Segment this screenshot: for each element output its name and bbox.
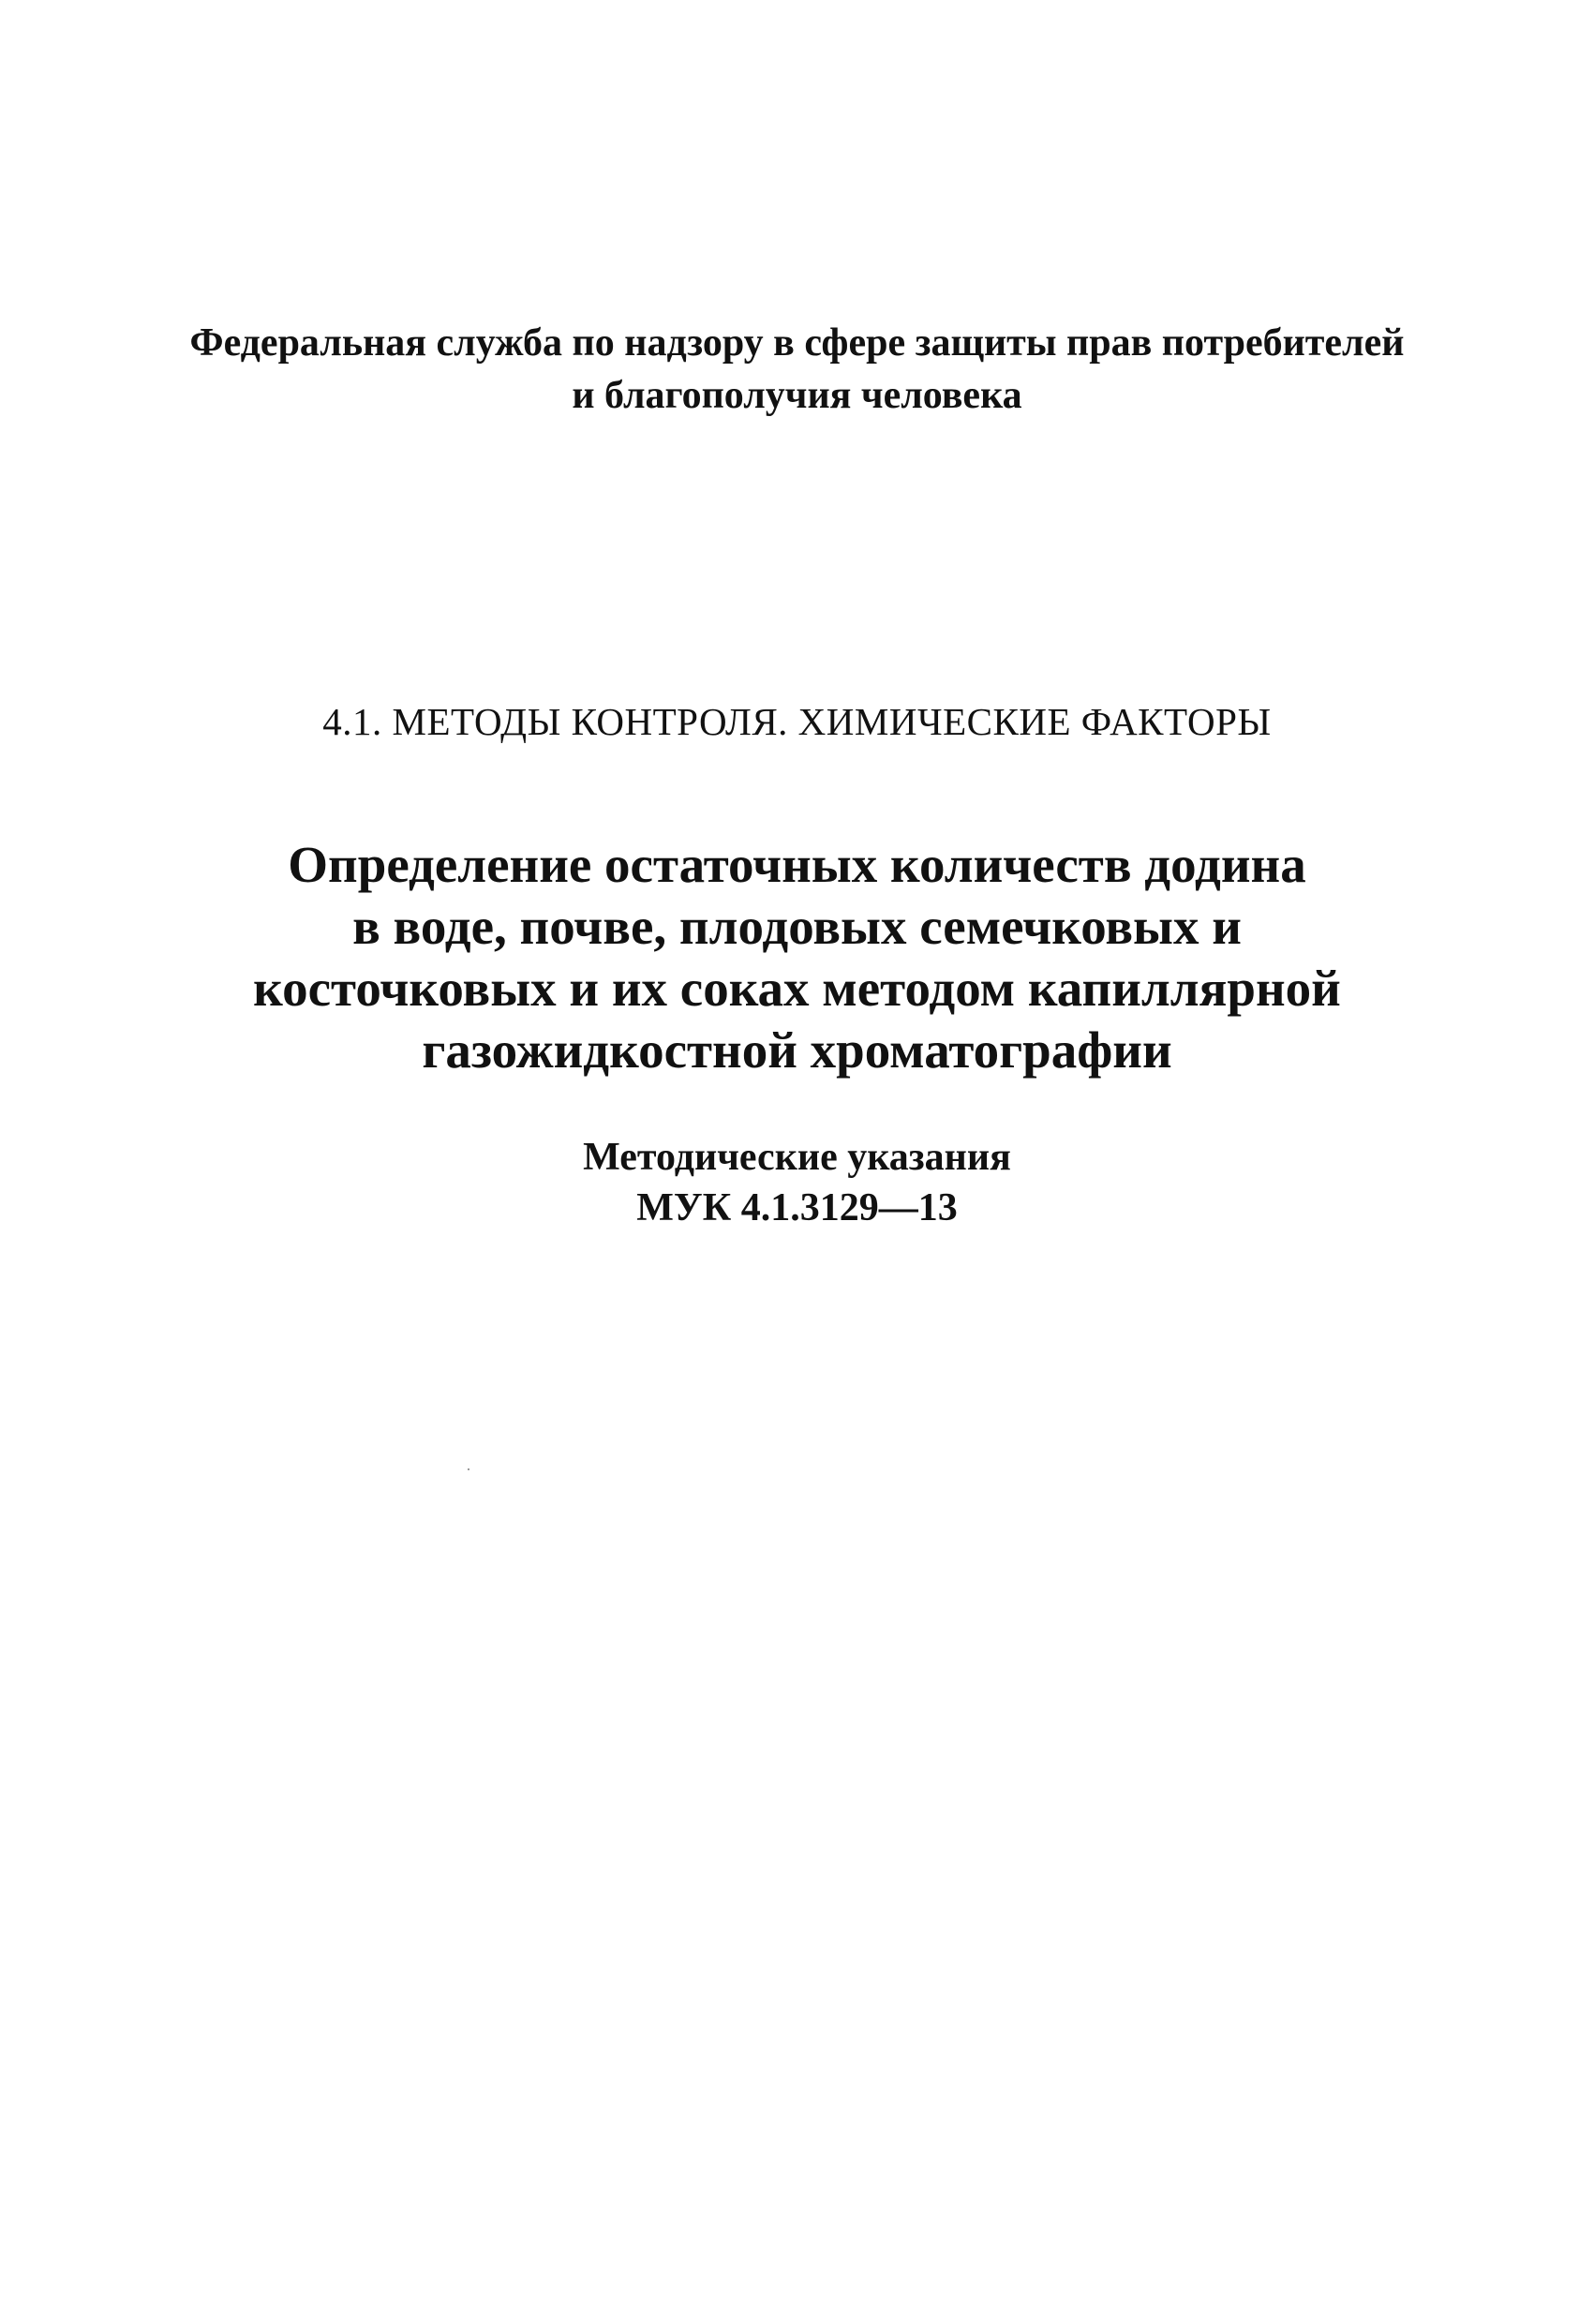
- scan-speck: [468, 1468, 469, 1470]
- title-line-3: косточковых и их соках методом капиллярной: [253, 960, 1341, 1017]
- series-heading: [0, 695, 1594, 748]
- document-type-block: [0, 1132, 1594, 1233]
- document-title: [0, 834, 1594, 1081]
- title-line-2: в воде, почве, плодовых семечковых и: [352, 898, 1242, 955]
- series-label: 4.1. МЕТОДЫ КОНТРОЛЯ. ХИМИЧЕСКИЕ ФАКТОРЫ: [322, 700, 1272, 743]
- publisher-line-1: Федеральная служба по надзору в сфере защиты прав потребителей: [189, 321, 1405, 365]
- title-line-4: газожидкостной хроматографии: [422, 1021, 1172, 1079]
- publisher-header: [0, 317, 1594, 422]
- document-type: Методические указания: [583, 1136, 1011, 1179]
- document-code: МУК 4.1.3129—13: [636, 1186, 958, 1229]
- publisher-line-2: и благополучия человека: [572, 374, 1022, 417]
- title-line-1: Определение остаточных количеств додина: [288, 836, 1306, 893]
